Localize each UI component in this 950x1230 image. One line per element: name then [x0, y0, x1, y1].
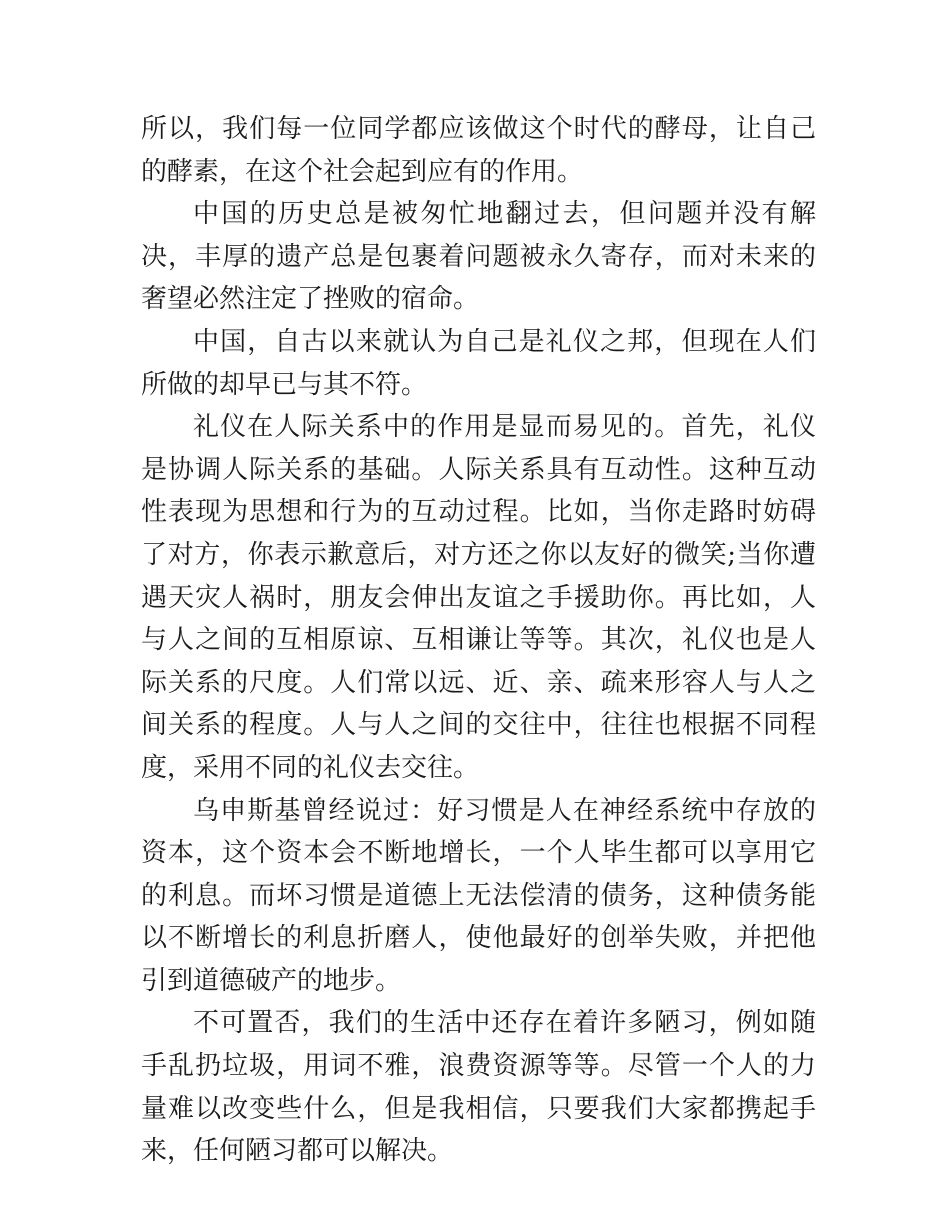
paragraph: 礼仪在人际关系中的作用是显而易见的。首先，礼仪是协调人际关系的基础。人际关系具有互动性。这种互动性表现为思想和行为的互动过程。比如，当你走路时妨碍了对方，你表示歉意后，对方还之你以友好的微笑;当你遭遇天灾人祸时，朋友会伸出友谊之手援助你。再比如，人与人之间的互相原谅、互相谦让等等。其次，礼仪也是人际关系的尺度。人们常以远、近、亲、疏来形容人与人之间关系的程度。人与人之间的交往中，往往也根据不同程度，采用不同的礼仪去交往。	[141, 412, 816, 783]
paragraph: 中国，自古以来就认为自己是礼仪之邦，但现在人们所做的却早已与其不符。	[141, 326, 816, 400]
paragraph: 不可置否，我们的生活中还存在着许多陋习，例如随手乱扔垃圾，用词不雅，浪费资源等等。尽管一个人的力量难以改变些什么，但是我相信，只要我们大家都携起手来，任何陋习都可以解决。	[141, 1008, 816, 1167]
document-body	[141, 108, 816, 1173]
paragraph: 中国的历史总是被匆忙地翻过去，但问题并没有解决，丰厚的遗产总是包裹着问题被永久寄存，而对未来的奢望必然注定了挫败的宿命。	[141, 199, 816, 315]
paragraph: 乌申斯基曾经说过：好习惯是人在神经系统中存放的资本，这个资本会不断地增长，一个人毕生都可以享用它的利息。而坏习惯是道德上无法偿清的债务，这种债务能以不断增长的利息折磨人，使他最好的创举失败，并把他引到道德破产的地步。	[141, 795, 816, 996]
paragraph: 所以，我们每一位同学都应该做这个时代的酵母，让自己的酵素，在这个社会起到应有的作用。	[141, 114, 816, 187]
